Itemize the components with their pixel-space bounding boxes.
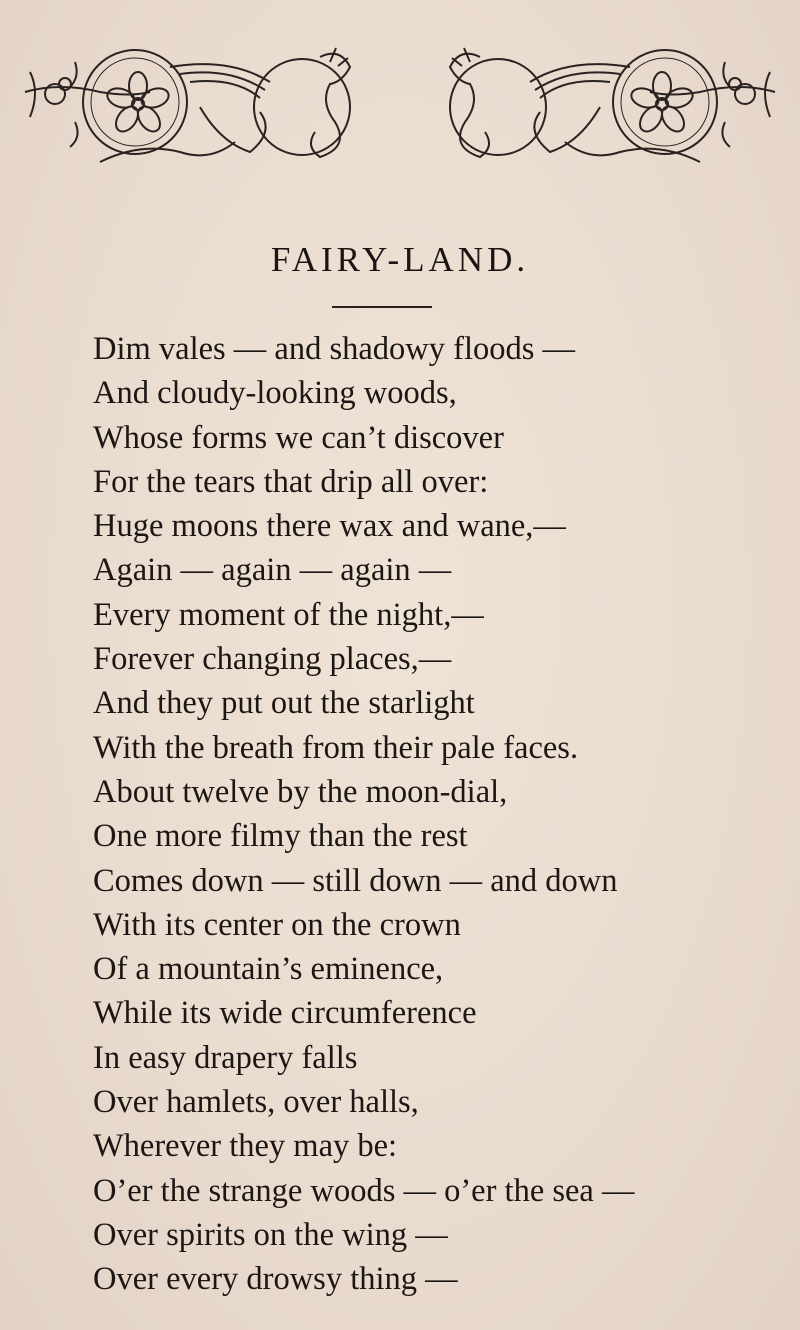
poem-line: With the breath from their pale faces. — [93, 729, 579, 766]
poem-line: Wherever they may be: — [93, 1128, 398, 1165]
poem-line: Again — again — again — — [93, 552, 452, 589]
poem-line: About twelve by the moon-dial, — [93, 773, 508, 810]
poem-line: Over hamlets, over halls, — [93, 1084, 419, 1121]
poem-line: One more filmy than the rest — [93, 818, 468, 855]
poem-title: FAIRY-LAND. — [270, 240, 530, 279]
poem-line: While its wide circumference — [93, 995, 477, 1032]
poem-line: Whose forms we can’t discover — [93, 419, 504, 456]
poem-line: For the tears that drip all over: — [93, 463, 489, 500]
poem-line: Huge moons there wax and wane,— — [93, 508, 566, 545]
title-rule — [332, 306, 432, 308]
poem-line: Dim vales — and shadowy floods — — [93, 331, 576, 367]
poem-line: O’er the strange woods — o’er the sea — — [93, 1172, 635, 1209]
poem-line: Comes down — still down — and down — [93, 862, 618, 899]
poem-line: Over every drowsy thing — — [93, 1261, 458, 1298]
ornamental-headpiece-icon — [20, 22, 780, 172]
poem-line: Of a mountain’s eminence, — [93, 951, 444, 988]
poem-line: And cloudy-looking woods, — [93, 375, 457, 412]
poem-line: Over spirits on the wing — — [93, 1216, 448, 1253]
poem-line: And they put out the starlight — [93, 685, 475, 722]
poem-line: Every moment of the night,— — [93, 596, 484, 633]
poem-body — [93, 327, 635, 1302]
poem-line: With its center on the crown — [93, 906, 461, 943]
poem-line: Forever changing places,— — [93, 641, 452, 678]
poem-line: In easy drapery falls — [93, 1039, 358, 1076]
